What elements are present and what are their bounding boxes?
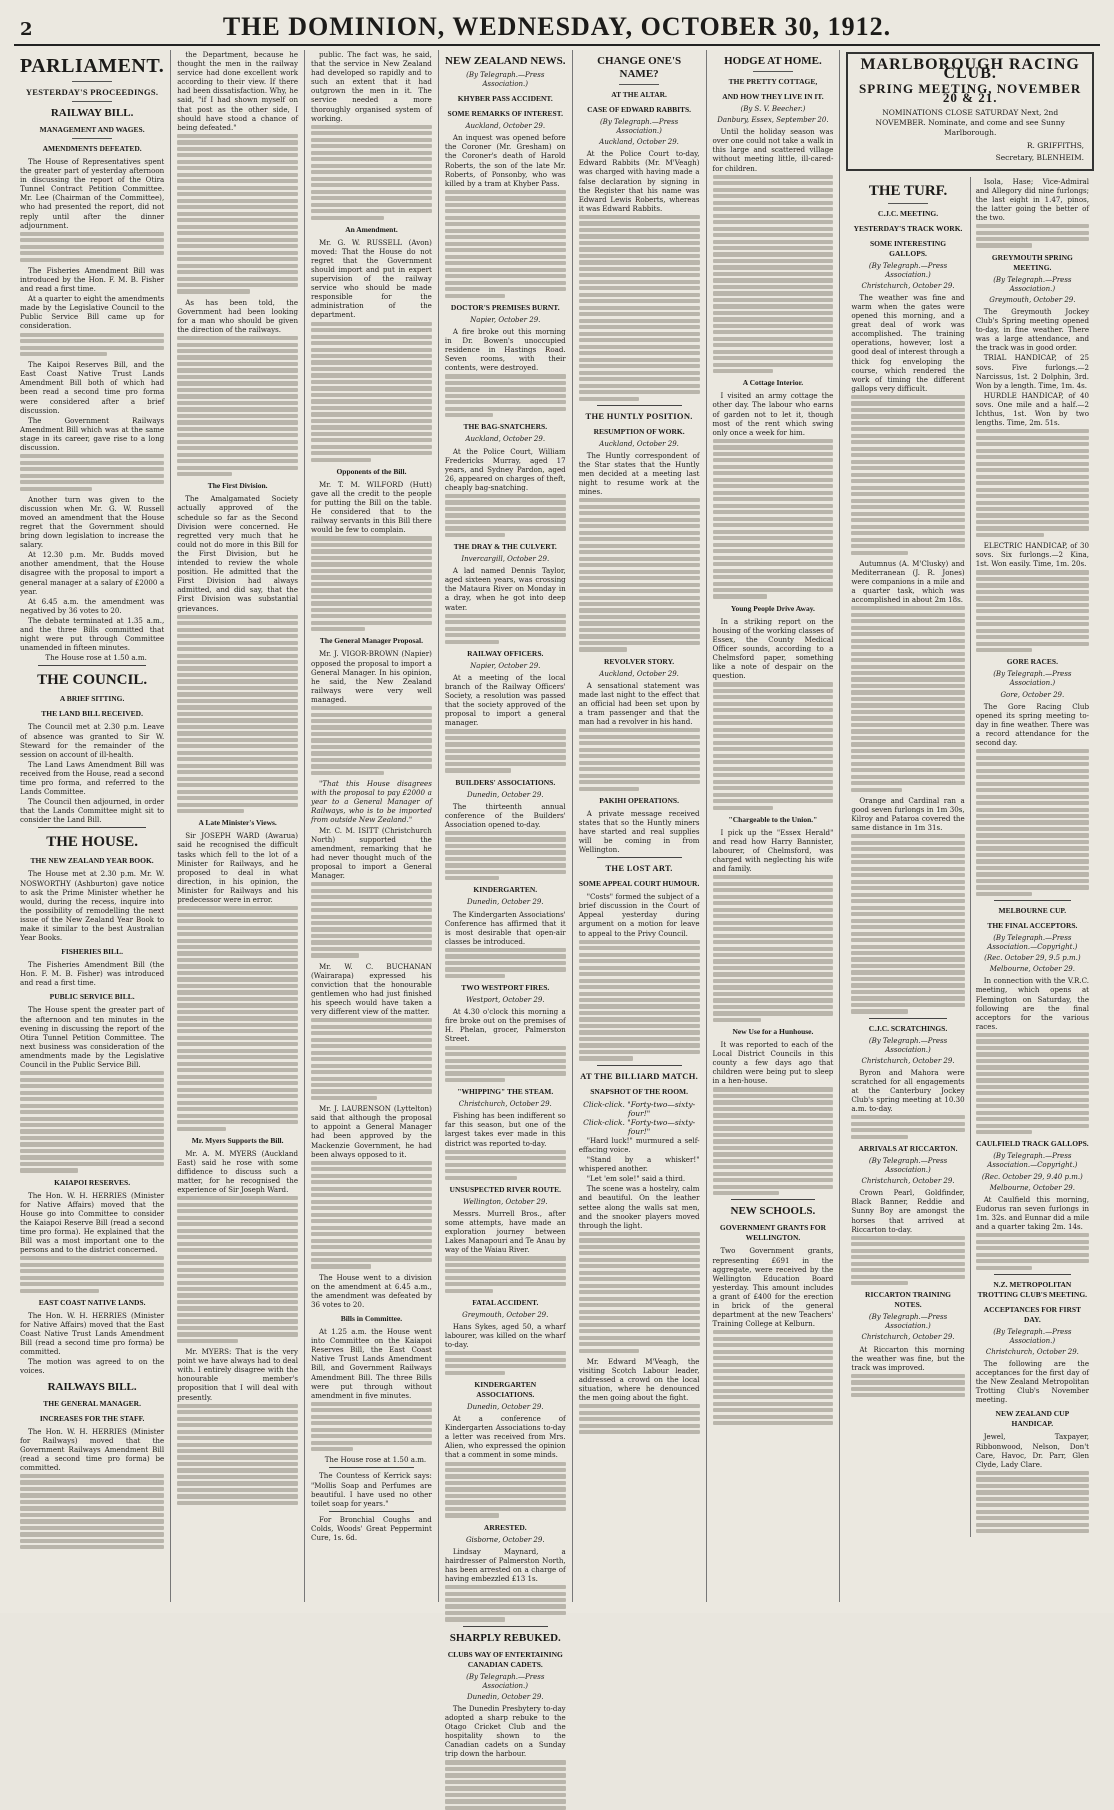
subhead-general-manager: THE GENERAL MANAGER. bbox=[43, 1398, 141, 1408]
article-paragraph: A lad named Dennis Taylor, aged sixteen years, was crossing the Mataura River on Monday in a dray, when he got into deep water. bbox=[444, 566, 566, 612]
article-paragraph: Hans Sykes, aged 50, a wharf labourer, was killed on the wharf to-day. bbox=[444, 1322, 566, 1350]
headline-parliament: PARLIAMENT. bbox=[20, 55, 165, 77]
article-paragraph: A sensational statement was made last night to the effect that an official had been set upon by a tram passenger and that the man had a revolver in his hand. bbox=[578, 680, 700, 727]
article-paragraph: Mr. C. M. ISITT (Christchurch North) supported the amendment, remarking that he had never thought much of the proposal to import a General Manager. bbox=[311, 825, 432, 880]
article-paragraph: "Costs" formed the subject of a brief discussion in the Court of Appeal yesterday during argument on a motion for leave to appeal to the Privy Council. bbox=[578, 892, 700, 938]
article-paragraph: At the Police Court, William Fredericks Murray, aged 17 years, and Sydney Pardon, aged 26, appeared on charges of theft, cheaply bag-snatching. bbox=[444, 446, 566, 492]
subhead-railway-bill: RAILWAY BILL. bbox=[50, 107, 134, 119]
article-paragraph: The Dunedin Presbytery to-day adopted a sharp rebuke to the Otago Cricket Club and the hospitality shown to the Canadian cadets on a Sunday trip down the harbour. bbox=[444, 1703, 566, 1759]
article-paragraph: Jewel, Taxpayer, Ribbonwood, Nelson, Don't Care, Havoc, Dr. Parr, Glen Clyde, Lady Clare. bbox=[975, 1432, 1090, 1469]
dateline: Dunedin, October 29. bbox=[467, 790, 544, 799]
article-paragraph: The House of Representatives spent the greater part of yesterday afternoon in discussing the report of the Otira Tunnel Contract Petition Committee. Mr. Lee (Chairman of the Committee), who had presented the report, did not reply until after the dinner adjournment. bbox=[20, 157, 165, 230]
column-change-name bbox=[573, 50, 707, 1602]
subhead-fisheries: FISHERIES BILL. bbox=[61, 947, 123, 957]
article-paragraph: The Government Railways Amendment Bill which was at the same stage in its career, gave rise to a long discussion. bbox=[20, 415, 165, 453]
subhead-grants: GOVERNMENT GRANTS FOR WELLINGTON. bbox=[719, 1223, 826, 1243]
article-paragraph: Sir JOSEPH WARD (Awarua) said he recognised the difficult tasks which fell to the lot of a Minister for Railways, and he proposed to deal in what direction, in his opinion, the Minister for Railways and his predecessor were in error. bbox=[177, 831, 299, 904]
article-paragraph: The Land Laws Amendment Bill was received from the House, read a second time pro forma, and referred to the Lands Committee. bbox=[20, 759, 165, 797]
race-result: TRIAL HANDICAP, of 25 sovs. Five furlongs.—2 Narcissus, 1st. 2 Dolphin, 3rd. Won by a length. Time, 1m. 4s. bbox=[975, 353, 1090, 390]
article-paragraph: Mr. G. W. RUSSELL (Avon) moved: That the House do not regret that the Government should import and put in expert supervision of the railway service who should be made responsible for the administration of the department. bbox=[311, 237, 432, 320]
race-result: HURDLE HANDICAP, of 40 sovs. One mile and a half.—2 Ichthus, 1st. Won by two lengths. Time, 2m. 51s. bbox=[975, 390, 1090, 428]
dateline: Greymouth, October 29. bbox=[462, 1310, 549, 1319]
article-paragraph: Mr. J. VIGOR-BROWN (Napier) opposed the proposal to import a General Manager. In his opinion, he said, the New Zealand railways were very well managed. bbox=[311, 649, 432, 704]
article-paragraph: I pick up the "Essex Herald" and read how Harry Bannister, labourer, of Chelmsford, was charged with neglecting his wife and family. bbox=[712, 827, 834, 874]
byline: (By Telegraph.—Press Association.) bbox=[993, 670, 1072, 688]
snapshot-line: "Let 'em sole!" said a third. bbox=[586, 1174, 686, 1184]
article-paragraph: The following are the acceptances for the first day of the New Zealand Metropolitan Trotting Club's November meeting. bbox=[975, 1359, 1090, 1405]
byline: (By Telegraph.—Press Association.) bbox=[868, 1156, 948, 1175]
article-paragraph: The House met at 2.30 p.m. Mr. W. NOSWORTHY (Ashburton) gave notice to ask the Prime Minister whether he would, during the recess, inquire into the possibility of remodelling the next issue of the New Zealand Year Book to make it similar to the best Australian Year Books. bbox=[20, 869, 165, 943]
article-paragraph: In connection with the V.R.C. meeting, which opens at Flemington on Saturday, the following are the final acceptors for the various races. bbox=[975, 976, 1090, 1031]
dateline: Christchurch, October 29. bbox=[861, 1333, 955, 1342]
subhead-hunhouse: New Use for a Hunhouse. bbox=[732, 1027, 814, 1037]
dateline: (Rec. October 29, 9.5 p.m.) bbox=[984, 954, 1081, 963]
advert-peppermint: For Bronchial Coughs and Colds, Woods' Great Peppermint Cure, 1s. 6d. bbox=[311, 1514, 432, 1543]
article-paragraph: The scene was a hostelry, calm and beautiful. On the leather settee along the walls sat men, and the snooker players moved through the light. bbox=[578, 1184, 700, 1230]
subhead-rabbits: CASE OF EDWARD RABBITS. bbox=[587, 105, 692, 114]
racing-club-advert bbox=[846, 52, 1094, 171]
subhead-arrested: ARRESTED. bbox=[483, 1522, 527, 1532]
subhead-cottage-interior: A Cottage Interior. bbox=[742, 378, 804, 388]
article-paragraph: public. The fact was, he said, that the service in New Zealand had developed so rapidly and to such an extent that it had outgrown the men in it. The service needed a more thoroughly organised system of working. bbox=[311, 50, 432, 123]
subhead-bag-snatchers: THE BAG-SNATCHERS. bbox=[463, 422, 548, 432]
article-paragraph: Two Government grants, representing £691 in the aggregate, were received by the Wellington Education Board yesterday. This amount includes a grant of £400 for the erection in brick of the general department at the new Teachers' Training College at Kelburn. bbox=[712, 1246, 834, 1329]
dateline: Napier, October 29. bbox=[470, 315, 541, 324]
subhead-greymouth: GREYMOUTH SPRING MEETING. bbox=[991, 252, 1073, 272]
dateline: Invercargill, October 29. bbox=[461, 555, 550, 564]
advert-text: NOMINATIONS CLOSE SATURDAY Next, 2nd NOVEMBER. Nominate, and come and see Sunny Marlborough. bbox=[875, 108, 1065, 138]
dateline: Christchurch, October 29. bbox=[458, 1100, 552, 1109]
subhead-arrivals: ARRIVALS AT RICCARTON. bbox=[858, 1143, 958, 1153]
subhead-pakihi: PAKIHI OPERATIONS. bbox=[599, 795, 679, 805]
advert-signature: R. GRIFFITHS, bbox=[1026, 141, 1085, 151]
subhead-kinder-assoc: KINDERGARTEN ASSOCIATIONS. bbox=[474, 1379, 537, 1399]
subhead-khyber: KHYBER PASS ACCIDENT. bbox=[457, 94, 553, 104]
article-paragraph: The debate terminated at 1.35 a.m., and the three Bills committed that night were put through Committee unamended in fifteen minutes. bbox=[20, 615, 165, 653]
article-paragraph: At 12.30 p.m. Mr. Budds moved another amendment, that the House disagree with the proposal to import a general manager at a salary of £2000 a year. bbox=[20, 550, 165, 596]
subhead-public-service: PUBLIC SERVICE BILL. bbox=[49, 992, 135, 1002]
article-paragraph: A fire broke out this morning in Dr. Bowen's unoccupied residence in Hastings Road. Seven rooms, with their contents, were destroyed. bbox=[444, 326, 566, 373]
byline: (By S. V. Beecher.) bbox=[740, 105, 806, 113]
byline: (By Telegraph.—Press Association.—Copyright.) bbox=[987, 933, 1078, 952]
subhead-gallops: SOME INTERESTING GALLOPS. bbox=[869, 238, 947, 258]
headline-lost-art: THE LOST ART. bbox=[605, 863, 673, 874]
snapshot-line: "Hard luck!" murmured a self-effacing voice. bbox=[578, 1135, 700, 1154]
article-paragraph: The Hon. W. H. HERRIES (Minister for Native Affairs) moved that the House go into Committee to consider the Kaiapoi Reserve Bill (read a second time pro forma). He explained that the Bill was a most important one to the persons and to the district concerned. bbox=[20, 1190, 165, 1255]
headline-billiard: AT THE BILLIARD MATCH. bbox=[580, 1070, 699, 1081]
article-paragraph: Mr. MYERS: That is the very point we have always had to deal with. I entirely disagree with the honourable member's proposition that I will deal with presently. bbox=[177, 1347, 299, 1402]
column-parliament bbox=[14, 50, 171, 1602]
subhead-final-acceptors: THE FINAL ACCEPTORS. bbox=[987, 920, 1078, 930]
dateline: Dunedin, October 29. bbox=[467, 1402, 544, 1411]
article-paragraph: At a conference of Kindergarten Associations to-day a letter was received from Mrs. Alien, who expressed the opinion that a comment in some minds. bbox=[444, 1414, 566, 1460]
subhead-amendment: An Amendment. bbox=[345, 224, 398, 234]
masthead bbox=[14, 8, 1100, 46]
article-paragraph: At Caulfield this morning, Eudorus ran seven furlongs in 1m. 32s. and Eunnar did a mile and a quarter taking 2m. 14s. bbox=[975, 1194, 1090, 1232]
subhead-fatal: FATAL ACCIDENT. bbox=[472, 1297, 539, 1307]
article-paragraph: A private message received states that so the Huntly miners have started and real supplies will be coming in from Wellington. bbox=[578, 808, 700, 855]
subhead-riccarton: RICCARTON TRAINING NOTES. bbox=[865, 1290, 951, 1310]
subhead-kaiapoi: KAIAPOI RESERVES. bbox=[54, 1177, 131, 1187]
subhead-builders: BUILDERS' ASSOCIATIONS. bbox=[455, 777, 556, 787]
byline: (By Telegraph.—Press Association.) bbox=[868, 1036, 948, 1054]
headline-change-name: CHANGE ONE'S NAME? bbox=[597, 55, 682, 80]
subhead-live: AND HOW THEY LIVE IN IT. bbox=[722, 92, 824, 101]
article-paragraph: Autumnus (A. M'Clusky) and Mediterranean (J. R. Jones) were companions in a mile and a quarter task, which was accomplished in about 2m 18s. bbox=[851, 558, 965, 605]
byline: (By Telegraph.—Press Association.) bbox=[868, 261, 948, 279]
subhead-late-minister: A Late Minister's Views. bbox=[198, 818, 277, 828]
article-paragraph: Mr. A. M. MYERS (Auckland East) said he rose with some diffidence to discuss such a matter, for he recognised the experience of Sir Joseph Ward. bbox=[177, 1148, 299, 1195]
article-paragraph: Mr. T. M. WILFORD (Hutt) gave all the credit to the people for putting the Bill on the table. He considered that to the railway servants in this Bill there would be few to complain. bbox=[311, 479, 432, 535]
newspaper-title: THE DOMINION, WEDNESDAY, OCTOBER 30, 1912. bbox=[222, 12, 892, 41]
article-paragraph: At 1.25 a.m. the House went into Committee on the Kaiapoi Reserves Bill, the East Coast Native Trust Lands Amendment Bill, and Government Railways Amendment Bill. The three Bills were put through without amendment in five minutes. bbox=[311, 1327, 432, 1400]
article-paragraph: The Hon. W. H. HERRIES (Minister for Railways) moved that the Government Railways Amendment Bill (read a second time pro forma) be committed. bbox=[20, 1426, 165, 1472]
headline-new-schools: NEW SCHOOLS. bbox=[730, 1205, 816, 1218]
headline-sharply-rebuked: SHARPLY REBUKED. bbox=[449, 1631, 561, 1644]
dateline: Auckland, October 29. bbox=[599, 138, 679, 147]
house-rose: The House rose at 1.50 a.m. bbox=[45, 653, 147, 663]
headline-house: THE HOUSE. bbox=[46, 834, 138, 851]
article-paragraph: Isola, Hase; Vice-Admiral and Allegory did nine furlongs; the last eight in 1.47, pinos, the latter going the better of the two. bbox=[975, 176, 1090, 222]
columns bbox=[14, 50, 1100, 1759]
subhead-gm-proposal: The General Manager Proposal. bbox=[319, 636, 423, 646]
headline-council: THE COUNCIL. bbox=[37, 672, 148, 689]
subhead-metropolitan: N.Z. METROPOLITAN TROTTING CLUB'S MEETING. bbox=[977, 1279, 1088, 1299]
dateline: (Rec. October 29, 9.40 p.m.) bbox=[981, 1172, 1083, 1181]
dateline: Auckland, October 29. bbox=[599, 669, 679, 678]
article-paragraph: At 6.45 a.m. the amendment was negatived by 36 votes to 20. bbox=[20, 596, 165, 615]
headline-hodge: HODGE AT HOME. bbox=[724, 55, 822, 67]
column-railway-debate bbox=[171, 50, 305, 1602]
column-hodge bbox=[707, 50, 841, 1602]
subhead-cottage: THE PRETTY COTTAGE, bbox=[728, 77, 818, 86]
byline: (By Telegraph.—Press Association.) bbox=[993, 1327, 1072, 1345]
subhead-opponents: Opponents of the Bill. bbox=[336, 466, 407, 476]
subhead-kindergarten: KINDERGARTEN. bbox=[473, 885, 538, 895]
subhead-myers: Mr. Myers Supports the Bill. bbox=[191, 1135, 284, 1145]
article-paragraph: I visited an army cottage the other day. The labour who earns of garden not to let it, though most of the rent which swing only once a week for him. bbox=[712, 391, 834, 437]
column-nz-news bbox=[439, 50, 573, 1759]
subhead-management: MANAGEMENT AND WAGES. bbox=[39, 125, 145, 134]
advert-subtitle: SPRING MEETING, NOVEMBER 20 & 21. bbox=[859, 81, 1082, 106]
dateline: Christchurch, October 29. bbox=[861, 1056, 955, 1065]
article-paragraph: Orange and Cardinal ran a good seven furlongs in 1m 30s, Kilroy and Pataroa covered the same distance in 1m 31s. bbox=[851, 795, 965, 833]
dateline: Napier, October 29. bbox=[470, 661, 541, 670]
article-paragraph: The Amalgamated Society actually approved of the schedule so far as the Second Division were concerned. He regretted very much that he could not do more in this Bill for the First Division, but he intended to review the whole position. He admitted that the First Division had always admitted, and did say, that the First Division was substantial grievances. bbox=[177, 494, 299, 613]
subhead-first-day: ACCEPTANCES FOR FIRST DAY. bbox=[983, 1304, 1082, 1324]
article-paragraph: The House spent the greater part of the afternoon and ten minutes in the evening in discussing the report of the Otira Tunnel Petition Committee. The next business was consideration of the amendments made by the Legislative Council in the Public Service Bill. bbox=[20, 1005, 165, 1070]
subhead-clubs: CLUBS WAY OF ENTERTAINING CANADIAN CADETS. bbox=[447, 1649, 563, 1669]
subhead-altar: AT THE ALTAR. bbox=[611, 90, 667, 99]
article-paragraph: At Riccarton this morning the weather was fine, but the track was improved. bbox=[851, 1344, 965, 1372]
subhead-revolver: REVOLVER STORY. bbox=[604, 656, 675, 666]
subhead-railway-officers: RAILWAY OFFICERS. bbox=[467, 648, 544, 658]
subhead-first-division: The First Division. bbox=[207, 481, 268, 491]
article-paragraph: The Gore Racing Club opened its spring meeting to-day in fine weather. There was a record attendance for the second day. bbox=[975, 701, 1090, 748]
article-paragraph: The Kindergarten Associations' Conference has affirmed that it is most desirable that open-air classes be introduced. bbox=[444, 909, 566, 946]
column-railway-debate-cont bbox=[305, 50, 439, 1602]
snapshot-line: Click-click. "Forty-two—sixty-four!" bbox=[583, 1117, 696, 1136]
column-turf bbox=[840, 50, 1100, 1602]
dateline: Auckland, October 29. bbox=[599, 439, 679, 448]
dateline: Wellington, October 29. bbox=[463, 1197, 548, 1206]
subhead-unsuspected: UNSUSPECTED RIVER ROUTE. bbox=[449, 1184, 562, 1194]
headline-huntly: THE HUNTLY POSITION. bbox=[585, 410, 693, 421]
byline: (By Telegraph.—Press Association.—Copyright.) bbox=[987, 1152, 1078, 1170]
dateline: Westport, October 29. bbox=[466, 996, 545, 1005]
article-paragraph: The Council then adjourned, in order that the Lands Committee might sit to consider the Land Bill. bbox=[20, 797, 165, 825]
dateline: Christchurch, October 29. bbox=[861, 1177, 955, 1186]
turf-left bbox=[846, 177, 970, 1538]
byline: (By Telegraph.—Press Association.) bbox=[466, 1672, 545, 1690]
dateline: Dunedin, October 29. bbox=[467, 1692, 544, 1701]
snapshot-line: Click-click. "Forty-two—sixty-four!" bbox=[583, 1099, 696, 1118]
article-paragraph: At a quarter to eight the amendments made by the Legislative Council to the Public Service Bill came up for consideration. bbox=[20, 294, 165, 331]
dateline: Gisborne, October 29. bbox=[465, 1535, 545, 1544]
article-paragraph: The Fisheries Amendment Bill (the Hon. F. M. B. Fisher) was introduced and read a first time. bbox=[20, 960, 165, 988]
subhead-cjc: C.J.C. MEETING. bbox=[877, 208, 939, 218]
dateline: Christchurch, October 29. bbox=[861, 281, 955, 290]
subhead-land-bill: THE LAND BILL RECEIVED. bbox=[41, 709, 143, 719]
article-paragraph: The House went to a division on the amendment at 6.45 a.m., the amendment was defeated by 36 votes to 20. bbox=[311, 1272, 432, 1309]
advert-signature: Secretary, BLENHEIM. bbox=[995, 153, 1085, 163]
article-paragraph: At 4.30 o'clock this morning a fire broke out on the premises of H. Phelan, grocer, Palmerston Street. bbox=[444, 1007, 566, 1044]
article-paragraph: Byron and Mahora were scratched for all engagements at the Canterbury Jockey Club's spring meeting at 10.30 a.m. to-day. bbox=[851, 1067, 965, 1114]
byline: (By Telegraph.—Press Association.) bbox=[466, 71, 545, 89]
subhead-trackwork: YESTERDAY'S TRACK WORK. bbox=[853, 223, 963, 233]
article-paragraph: An inquest was opened before the Coroner (Mr. Gresham) on the Coroner's death of Harold Roberts, the son of the late Mr. Roberts, of Ponsonby, who was killed by a tram at Khyber Pass. bbox=[444, 133, 566, 188]
article-paragraph: The Hon. W. H. HERRIES (Minister for Native Affairs) moved that the East Coast Native Trust Lands Amendment Bill (read a second time pro forma) be committed. bbox=[20, 1310, 165, 1357]
subhead-year-book: THE NEW ZEALAND YEAR BOOK. bbox=[30, 856, 154, 866]
race-result: ELECTRIC HANDICAP, of 30 sovs. Six furlongs.—2 Kina, 1st. Won easily. Time, 1m. 20s. bbox=[975, 541, 1090, 569]
dateline: Danbury, Essex, September 20. bbox=[717, 116, 829, 125]
article-paragraph: The thirteenth annual conference of the Builders' Association opened to-day. bbox=[444, 801, 566, 829]
advert-title: MARLBOROUGH RACING CLUB. bbox=[860, 56, 1080, 83]
subhead-doctors: DOCTOR'S PREMISES BURNT. bbox=[450, 302, 560, 312]
subhead-caulfield: CAULFIELD TRACK GALLOPS. bbox=[976, 1139, 1089, 1149]
advert-soap: The Countess of Kerrick says: "Mollis Soap and Perfumes are beautiful. I have used no other toilet soap for years." bbox=[311, 1471, 432, 1508]
article-paragraph: It was reported to each of the Local District Councils in this county a few days ago that children were being put to sleep in a hen-house. bbox=[712, 1040, 834, 1086]
article-paragraph: The Huntly correspondent of the Star states that the Huntly men decided at a meeting last night to resume work at the mines. bbox=[578, 450, 700, 497]
article-paragraph: the Department, because he thought the men in the railway service had done excellent work according to their view. If there had been dissatisfaction. Why, he said, "if I had shown myself on that post as the other side, I should have stood a chance of being defeated." bbox=[177, 50, 299, 132]
dateline: Melbourne, October 29. bbox=[989, 965, 1075, 974]
article-paragraph: Until the holiday season was over one could not take a walk in this large and scattered village without meeting little, ill-cared-for children. bbox=[712, 127, 834, 173]
article-paragraph: Mr. Edward M'Veagh, the visiting Scotch Labour leader, addressed a crowd on the local situation, where he denounced the men going about the fight. bbox=[578, 1356, 700, 1403]
page-number: 2 bbox=[20, 19, 33, 40]
article-paragraph: Messrs. Murrell Bros., after some attempts, have made an exploration journey between Lakes Manapouri and Te Anau by way of the Waiau River. bbox=[444, 1208, 566, 1255]
article-paragraph: "That this House disagrees with the proposal to pay £2000 a year to a General Manager of Railways, who is to be imported from outside New Zealand." bbox=[311, 779, 432, 825]
subhead-young-people: Young People Drive Away. bbox=[730, 603, 815, 613]
subhead-melbourne-cup: MELBOURNE CUP. bbox=[998, 905, 1067, 915]
turf-right bbox=[971, 177, 1094, 1538]
article-paragraph: Mr. W. C. BUCHANAN (Wairarapa) expressed his conviction that the honourable gentlemen who had just finished his speech would have taken a very different view of the matter. bbox=[311, 961, 432, 1017]
article-paragraph: The Council met at 2.30 p.m. Leave of absence was granted to Sir W. Steward for the remainder of the session on account of ill-health. bbox=[20, 722, 165, 759]
article-paragraph: At a meeting of the local branch of the Railway Officers' Society, a resolution was passed that the society approved of the proposal to import a general manager. bbox=[444, 672, 566, 728]
article-paragraph: Crown Pearl, Goldfinder, Black Banner, Reddie and Sunny Boy are amongst the horses that arrived at Riccarton to-day. bbox=[851, 1188, 965, 1234]
headline-nz-news: NEW ZEALAND NEWS. bbox=[445, 55, 566, 67]
subhead-remarks: SOME REMARKS OF INTEREST. bbox=[447, 109, 563, 119]
dateline: Gore, October 29. bbox=[1000, 690, 1065, 699]
subhead-bills-committee: Bills in Committee. bbox=[340, 1314, 403, 1324]
subhead-amendments: AMENDMENTS DEFEATED. bbox=[42, 144, 142, 153]
subhead-whipping: "WHIPPING" THE STEAM. bbox=[457, 1087, 554, 1097]
dateline: Auckland, October 29. bbox=[465, 435, 546, 444]
dateline: Melbourne, October 29. bbox=[989, 1183, 1075, 1192]
article-paragraph: At the Police Court to-day, Edward Rabbits (Mr. M'Veagh) was charged with having made a false declaration by signing in the Register that his name was Edward Lewis Roberts, whereas it was Edward Rabbits. bbox=[578, 149, 700, 213]
article-paragraph: The House rose at 1.50 a.m. bbox=[324, 1455, 427, 1465]
article-paragraph: Lindsay Maynard, a hairdresser of Palmerston North, has been arrested on a charge of having embezzled £13 1s. bbox=[444, 1546, 566, 1583]
article-paragraph: As has been told, the Government had been looking for a man who should be given the direction of the railways. bbox=[177, 297, 299, 334]
article-paragraph: The motion was agreed to on the voices. bbox=[20, 1357, 165, 1376]
subhead-increases: INCREASES FOR THE STAFF. bbox=[39, 1413, 145, 1423]
subhead-scratchings: C.J.C. SCRATCHINGS. bbox=[868, 1023, 948, 1033]
byline: (By Telegraph.—Press Association.) bbox=[993, 275, 1072, 293]
article-paragraph: The weather was fine and warm when the gates were opened this morning, and a great deal of work was accomplished. The training operations, however, lost a good deal of interest through a thick fog enveloping the course, which rendered the work of timing the different gallops very difficult. bbox=[851, 292, 965, 393]
subhead-chargeable: "Chargeable to the Union." bbox=[728, 814, 818, 824]
subhead-east-coast: EAST COAST NATIVE LANDS. bbox=[38, 1297, 146, 1307]
byline: (By Telegraph.—Press Association.) bbox=[868, 1313, 948, 1331]
dateline: Auckland, October 29. bbox=[465, 122, 546, 131]
byline: (By Telegraph.—Press Association.) bbox=[599, 118, 679, 136]
subhead-proceedings: YESTERDAY'S PROCEEDINGS. bbox=[25, 87, 159, 97]
article-paragraph: Fishing has been indifferent so far this season, but one of the largest takes ever made in this district was reported to-day. bbox=[444, 1111, 566, 1148]
subhead-dray: THE DRAY & THE CULVERT. bbox=[453, 542, 557, 552]
dateline: Greymouth, October 29. bbox=[989, 295, 1076, 304]
article-paragraph: Mr. J. LAURENSON (Lyttelton) said that although the proposal to appoint a General Manager had been approved by the Mackenzie Government, he had been always opposed to it. bbox=[311, 1104, 432, 1159]
subhead-humour: SOME APPEAL COURT HUMOUR. bbox=[578, 879, 700, 889]
snapshot-line: "Stand by a whisker!" whispered another. bbox=[578, 1155, 700, 1174]
subhead-brief: A BRIEF SITTING. bbox=[59, 694, 125, 704]
article-paragraph: In a striking report on the housing of the working classes of Essex, the County Medical Officer sounds, according to a Chelmsford paper, something like a note of despair on the question. bbox=[712, 616, 834, 681]
dateline: Christchurch, October 29. bbox=[985, 1347, 1079, 1356]
subhead-railways-bill: RAILWAYS BILL. bbox=[47, 1380, 137, 1393]
article-paragraph: The Kaipoi Reserves Bill, and the East Coast Native Trust Lands Amendment Bill both of which had been read a second time pro forma were considered after a brief discussion. bbox=[20, 360, 165, 415]
subhead-nz-cup: NEW ZEALAND CUP HANDICAP. bbox=[995, 1409, 1070, 1429]
headline-turf: THE TURF. bbox=[868, 182, 948, 199]
dateline: Dunedin, October 29. bbox=[467, 898, 544, 907]
article-paragraph: The Fisheries Amendment Bill was introduced by the Hon. F. M. B. Fisher and read a first time. bbox=[20, 265, 165, 294]
subhead-snapshot: SNAPSHOT OF THE ROOM. bbox=[590, 1086, 688, 1096]
article-paragraph: The Greymouth Jockey Club's Spring meeting opened to-day, in fine weather. There was a large attendance, and the track was in good order. bbox=[975, 306, 1090, 353]
subhead-gore: GORE RACES. bbox=[1006, 657, 1058, 667]
subhead-resumption: RESUMPTION OF WORK. bbox=[593, 426, 685, 436]
article-paragraph: Another turn was given to the discussion when Mr. G. W. Russell moved an amendment that the House regret that the Government should bring down legislation to increase the salary. bbox=[20, 494, 165, 550]
subhead-westport: TWO WESTPORT FIRES. bbox=[461, 983, 550, 993]
turf-columns bbox=[846, 177, 1094, 1538]
